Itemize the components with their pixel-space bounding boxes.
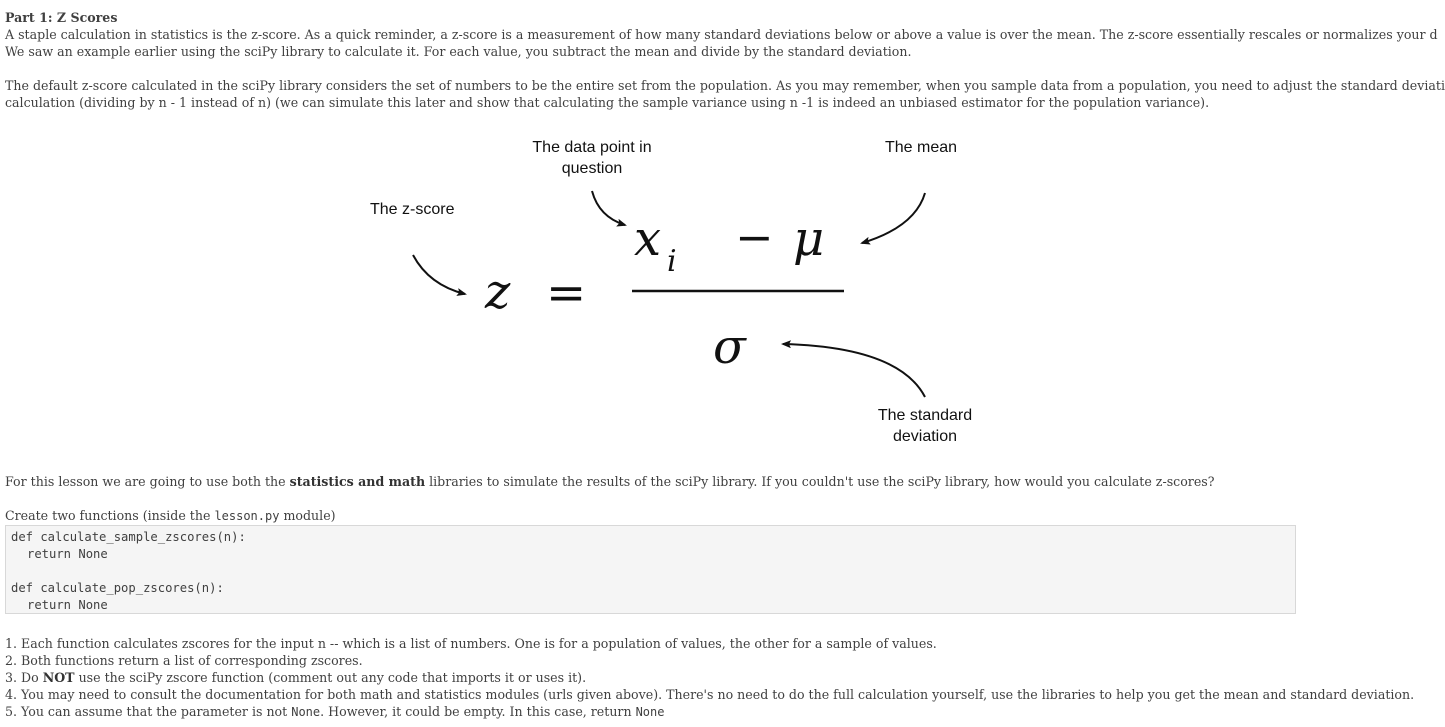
rule-2: 2. Both functions return a list of corresponding zscores. [5,653,363,668]
rule-5-none-code-1: None [291,705,321,719]
arrow-mean [862,193,925,243]
zscore-formula-figure [363,125,983,458]
rule-5-before: 5. You can assume that the parameter is not [5,704,292,719]
label-data-point [528,137,656,179]
formula-mu: μ [793,211,825,267]
formula-sigma: σ [713,319,746,375]
rule-5-middle: . However, it could be empty. In this case, return [320,704,636,719]
code-line-def-sample: def calculate_sample_zscores(n): [11,530,246,544]
create-functions-sentence [5,507,336,525]
lesson-sentence [5,473,1215,490]
label-std-deviation-line-1: The standard [877,407,973,424]
rule-4: 4. You may need to consult the documentation for both math and statistics modules (urls given above). There's no need to do the full calculation yourself, use the libraries to help you get the mean and standard deviation. [5,687,1415,702]
formula-z: z [485,264,511,320]
section-title: Part 1: Z Scores [5,10,118,25]
intro-paragraph-2-line-1: The default z-score calculated in the sciPy library considers the set of numbers to be the entire set from the population. As you may remember, when you sample data from a population, you need to adjust the standard deviati [5,78,1445,93]
lesson-text-after: libraries to simulate the results of the sciPy library. If you couldn't use the sciPy library, how would you calculate z-scores? [425,474,1215,489]
label-mean: The mean [885,139,958,156]
rule-5 [5,703,664,721]
rule-3 [5,669,586,686]
intro-paragraph-1-line-2: We saw an example earlier using the sciPy library to calculate it. For each value, you subtract the mean and divide by the standard deviation. [5,44,912,59]
arrow-data-point [592,191,625,225]
create-text-after: module) [279,508,336,523]
label-std-deviation-line-2: deviation [892,428,958,445]
arrow-zscore [413,255,465,294]
label-data-point-line-2: question [561,160,623,177]
rule-5-none-code-2: None [635,705,665,719]
module-name-code: lesson.py [214,509,280,523]
intro-paragraph-2-line-2: calculation (dividing by n - 1 instead of n) (we can simulate this later and show that calculating the sample variance using n -1 is indeed an unbiased estimator for the population variance). [5,95,1210,110]
rule-3-before: 3. Do [5,670,43,685]
rule-1: 1. Each function calculates zscores for the input n -- which is a list of numbers. One is for a population of values, the other for a sample of values. [5,636,937,651]
rule-3-after: use the sciPy zscore function (comment out any code that imports it or uses it). [74,670,587,685]
rule-3-not-bold: NOT [42,670,75,685]
label-std-deviation [871,405,979,447]
formula-equals: = [546,265,587,321]
label-zscore: The z-score [370,201,455,218]
code-line-return-pop: return None [27,598,108,612]
code-line-def-pop: def calculate_pop_zscores(n): [11,581,224,595]
formula-x: x [634,211,662,267]
create-text-before: Create two functions (inside the [5,508,215,523]
code-line-return-sample: return None [27,547,108,561]
formula-minus: − [735,210,774,264]
formula-subscript-i: i [667,244,677,279]
arrow-std-deviation [783,344,925,397]
label-data-point-line-1: The data point in [532,139,652,156]
lesson-libraries-bold: statistics and math [289,474,426,489]
intro-paragraph-1-line-1: A staple calculation in statistics is the z-score. As a quick reminder, a z-score is a measurement of how many standard deviations below or above a value is over the mean. The z-score essentially rescales or normalizes your d [5,27,1438,42]
lesson-text-before: For this lesson we are going to use both the [5,474,290,489]
code-block [5,525,1296,614]
